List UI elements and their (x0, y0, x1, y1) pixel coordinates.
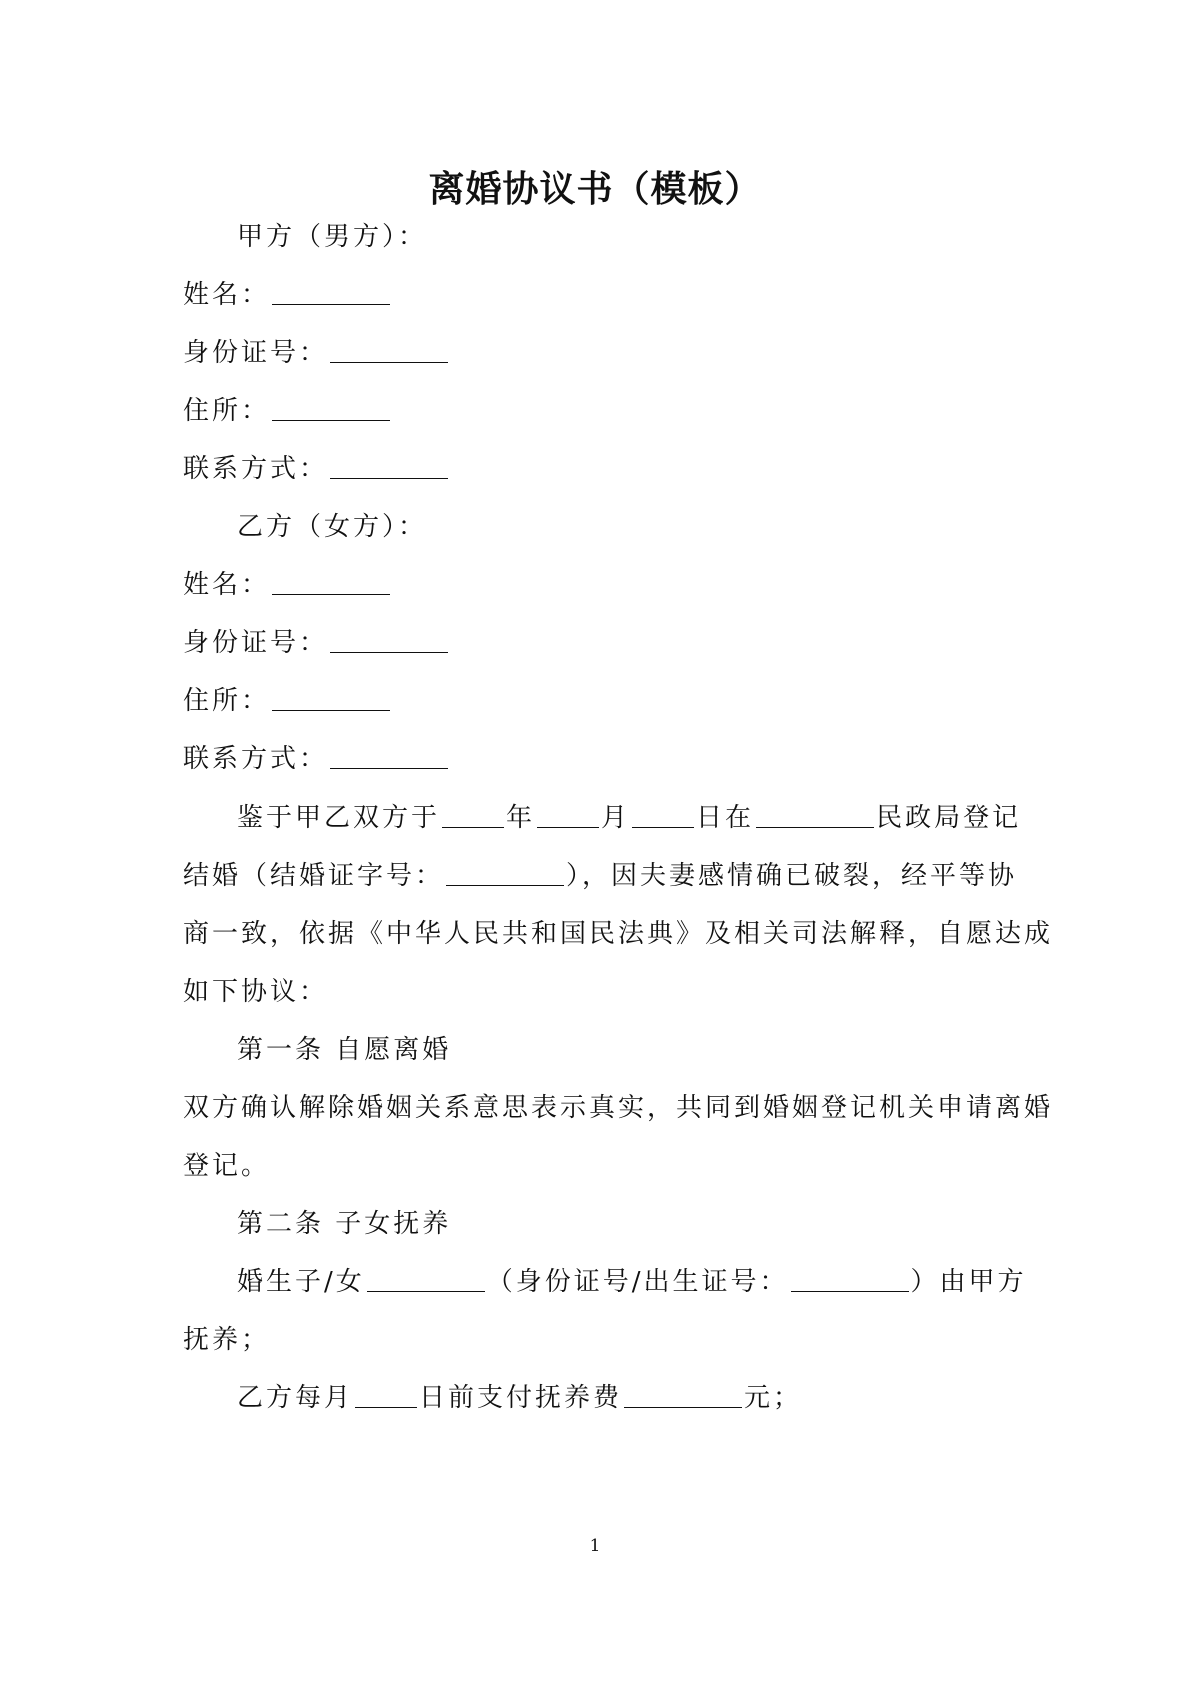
party-b-heading: 乙方（女方）： (237, 512, 428, 542)
party-a-name-blank (272, 280, 390, 305)
party-b-name-row (183, 567, 1013, 603)
party-a-contact-label: 联系方式： (183, 454, 329, 484)
month-blank (537, 803, 599, 828)
party-a-address-blank (272, 396, 390, 421)
certificate-blank (446, 861, 564, 886)
support-unit-label: 元； (744, 1383, 803, 1413)
party-a-name-row (183, 277, 1013, 313)
child-name-blank (367, 1267, 485, 1292)
child-id-label: （身份证号/出生证号： (486, 1267, 789, 1297)
preamble-line-2-end: ），因夫妻感情确已破裂，经平等协 (566, 861, 1018, 891)
preamble-line-2 (183, 858, 1018, 894)
preamble-line-1 (237, 800, 1022, 836)
preamble-start: 鉴于甲乙双方于 (237, 803, 441, 833)
document-title: 离婚协议书（模板） (428, 169, 762, 210)
party-b-address-row (183, 683, 1013, 719)
bureau-blank (756, 803, 874, 828)
party-a-address-row (183, 393, 1013, 429)
party-b-address-label: 住所： (183, 686, 271, 716)
party-a-id-row (183, 335, 1013, 371)
party-b-name-blank (272, 570, 390, 595)
party-a-contact-row (183, 451, 1013, 487)
party-a-id-blank (330, 338, 448, 363)
party-a-name-label: 姓名： (183, 280, 271, 310)
party-b-name-label: 姓名： (183, 570, 271, 600)
party-b-contact-label: 联系方式： (183, 744, 329, 774)
article-2-child-line-2: 抚养； (183, 1325, 271, 1355)
party-b-id-label: 身份证号： (183, 628, 329, 658)
preamble-line-3: 商一致，依据《中华人民共和国民法典》及相关司法解释，自愿达成 (183, 919, 1054, 949)
support-day-blank (355, 1383, 417, 1408)
support-label: 乙方每月 (237, 1383, 354, 1413)
article-1-heading: 第一条 自愿离婚 (237, 1035, 452, 1065)
party-b-id-blank (330, 628, 448, 653)
support-fee-label: 日前支付抚养费 (419, 1383, 623, 1413)
party-a-id-label: 身份证号： (183, 338, 329, 368)
child-custody-label: ）由甲方 (910, 1267, 1027, 1297)
article-2-heading: 第二条 子女抚养 (237, 1209, 452, 1239)
article-2-support-line (237, 1380, 1067, 1416)
party-b-contact-blank (330, 744, 448, 769)
support-amount-blank (624, 1383, 742, 1408)
article-2-child-line (237, 1264, 1067, 1300)
article-1-line-2: 登记。 (183, 1151, 271, 1181)
day-blank (632, 803, 694, 828)
preamble-line-4: 如下协议： (183, 977, 329, 1007)
party-a-heading: 甲方（男方）： (237, 222, 428, 252)
year-blank (442, 803, 504, 828)
day-label: 日在 (696, 803, 755, 833)
month-label: 月 (601, 803, 631, 833)
article-1-line-1: 双方确认解除婚姻关系意思表示真实，共同到婚姻登记机关申请离婚 (183, 1093, 1054, 1123)
bureau-label: 民政局登记 (876, 803, 1022, 833)
child-id-blank (791, 1267, 909, 1292)
page-number: 1 (589, 1536, 601, 1556)
certificate-label: 结婚（结婚证字号： (183, 861, 445, 891)
child-label: 婚生子/女 (237, 1267, 365, 1297)
year-label: 年 (506, 803, 536, 833)
party-a-address-label: 住所： (183, 396, 271, 426)
party-b-id-row (183, 625, 1013, 661)
party-b-contact-row (183, 741, 1013, 777)
party-b-address-blank (272, 686, 390, 711)
party-a-contact-blank (330, 454, 448, 479)
